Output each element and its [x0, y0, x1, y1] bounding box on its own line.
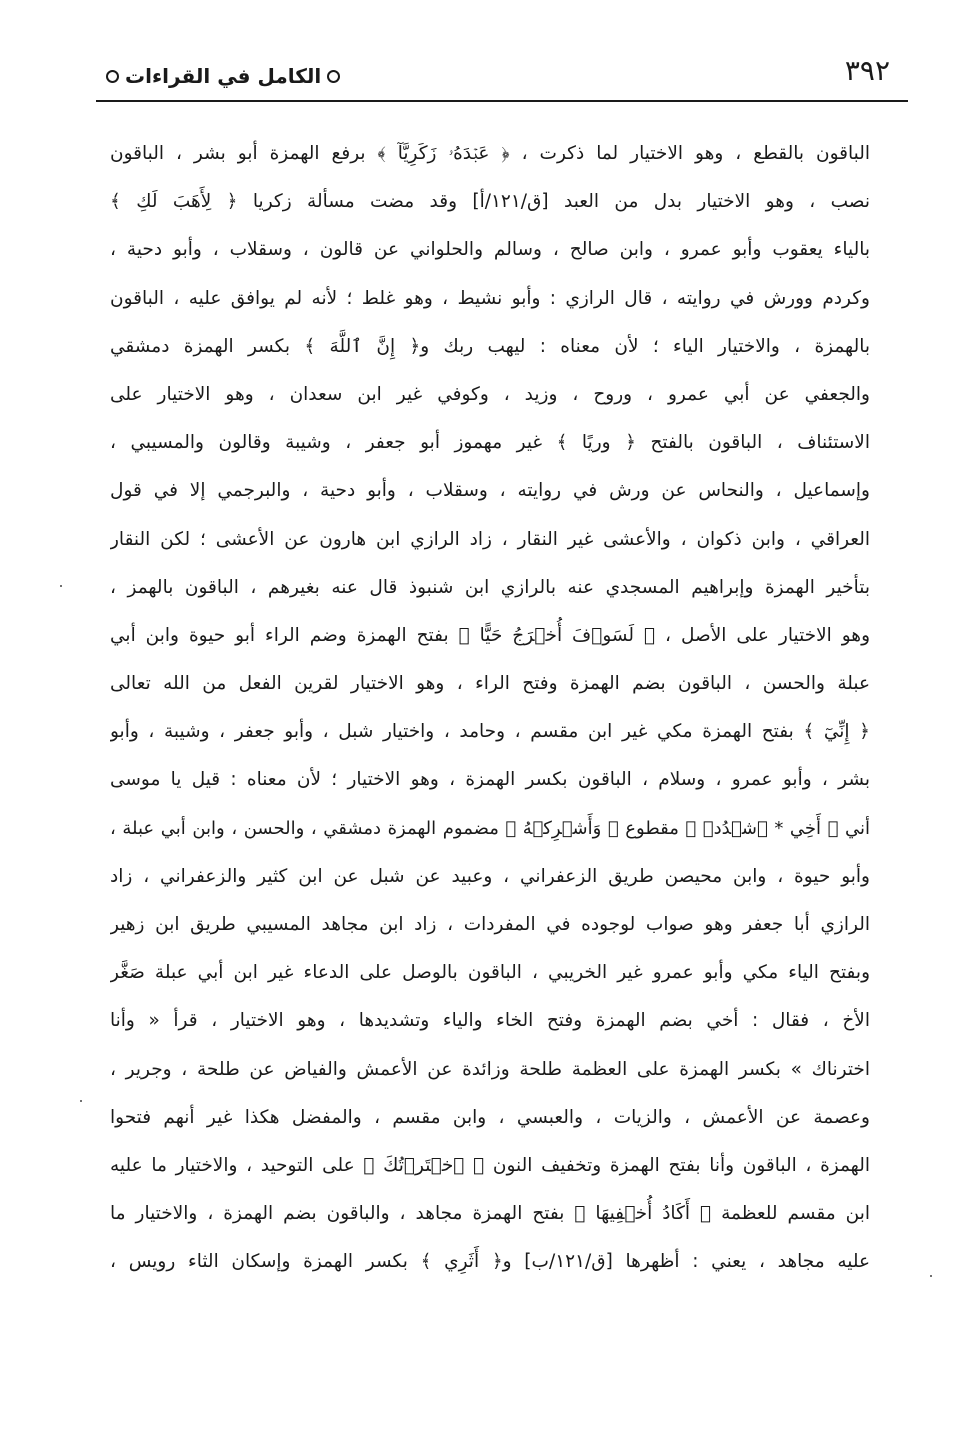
text-line: الاستئناف ، الباقون بالفتح ﴿ وريًا ﴾ غير مهموز أبو جعفر ، وشيبة وقالون والمسيبي ، — [110, 432, 870, 454]
ornament-ring-icon — [327, 70, 340, 83]
scan-speck — [930, 1275, 932, 1277]
running-header — [96, 50, 890, 90]
text-line: بتأخير الهمزة وإبراهيم المسجدي عنه بالرازي ابن شنبوذ قال عنه بغيرهم ، الباقون بالهمز ، — [110, 576, 870, 598]
text-line: وإسماعيل ، والنحاس عن ورش في روايته ، وسقلاب ، وأبو دحية ، والبرجمي إلا في قول — [110, 480, 870, 502]
text-line: الرازي أبا جعفر وهو صواب لوجوده في المفردات ، زاد ابن مجاهد المسيبي طريق ابن زهير — [110, 914, 870, 935]
scan-speck — [60, 585, 62, 587]
text-line: ابن مقسم للعظمة ﴿ أَكَادُ أُخۡفِيهَا ﴾ بفتح الهمزة مجاهد ، والباقون بضم الهمزة ، والاختيار ما — [110, 1203, 870, 1225]
scan-speck — [80, 1100, 82, 1102]
text-line: عبلة والحسن ، الباقون بضم الهمزة وفتح الراء ، وهو الاختيار لقرين الفعل من الله تعالى — [110, 673, 870, 695]
text-line: بالياء يعقوب وأبو عمرو ، وابن صالح ، وسالم والحلواني عن قالون ، وسقلاب ، وأبو دحية ، — [110, 239, 870, 261]
text-line: بشر ، وأبو عمرو ، وسلام ، الباقون بكسر الهمزة ، وهو الاختيار ؛ لأن معناه : قيل يا موسى — [110, 769, 870, 791]
text-line: بالهمزة ، والاختيار الياء ؛ لأن معناه : ليهب ربك و﴿ إِنَّ ٱللَّهَ ﴾ بكسر الهمزة دمشقي — [110, 335, 870, 357]
text-line: الأخ ، فقال : أخي بضم الهمزة وفتح الخاء والياء وتشديدها ، وهو الاختيار ، قرأ « وأنا — [110, 1010, 870, 1032]
header-divider — [96, 100, 908, 102]
text-line: وعصمة عن الأعمش ، والزيات ، والعبسي ، وابن مقسم ، والمفضل هكذا غير أنهم فتحوا — [110, 1106, 870, 1128]
text-line: الباقون بالقطع ، وهو الاختيار لما ذكرت ، ﴿ عَبۡدَهُۥ زَكَرِيَّآ ﴾ برفع الهمزة أبو بشر ، الباقون — [110, 143, 870, 164]
text-line: ﴿ إِنِّيٓ ﴾ بفتح الهمزة مكي غير ابن مقسم ، وحامد ، واختيار شبل ، وأبو جعفر ، وشيبة ، وأبو — [110, 721, 870, 743]
text-line: الهمزة ، الباقون وأنا بفتح الهمزة وتخفيف النون ﴿ ٱخۡتَرۡتُكَ ﴾ على التوحيد ، والاختيار ما عليه — [110, 1154, 870, 1176]
book-title — [106, 64, 340, 88]
text-line: العراقي ، وابن ذكوان ، والأعشى غير النقار ، زاد الرازي ابن هارون عن الأعشى ؛ لكن النقار — [110, 528, 870, 550]
text-line: وكردم وورش في روايته ، قال الرازي : وأبو نشيط ، وهو غلط ؛ لأنه لم يوافق عليه ، الباقون — [110, 287, 870, 309]
book-title-text: الكامل في القراءات — [125, 64, 322, 88]
ornament-ring-icon — [106, 70, 119, 83]
text-line: عليه مجاهد ، يعني : أظهرها [ق/١٢١/ب] و﴿ أَثَرِي ﴾ بكسر الهمزة وإسكان الثاء رويس ، — [110, 1251, 870, 1273]
text-line: وهو الاختيار على الأصل ، ﴿ لَسَوۡفَ أُخۡرَجُ حَيًّا ﴾ بفتح الهمزة وضم الراء أبو حيوة وابن أبي — [110, 624, 870, 646]
text-line: وأبو حيوة ، وابن محيصن طريق الزعفراني ، وعبيد عن شبل عن ابن كثير والزعفراني ، زاد — [110, 865, 870, 887]
text-line: وبفتح الياء مكي وأبو عمرو غير الخريبي ، الباقون بالوصل على الدعاء غير ابن أبي عبلة صَغَّر — [110, 962, 870, 984]
text-line: اخترناك » بكسر الهمزة على العظمة طلحة وزائدة عن الأعمش والفياض عن طلحة ، وجرير ، — [110, 1058, 870, 1080]
text-line: والجعفي عن أبي عمرو ، وروح ، وزيد ، وكوفي غير ابن سعدان ، وهو الاختيار على — [110, 383, 870, 405]
page-number: ٣٩٢ — [844, 54, 890, 87]
text-line: أني ﴿ أَخِي * ٱشۡدُدۡ ﴾ مقطوع ﴿ وَأَشۡرِكۡهُ ﴾ مضموم الهمزة دمشقي ، والحسن ، وابن أبي عبلة ، — [110, 817, 870, 839]
text-line: نصب ، وهو الاختيار بدل من العبد [ق/١٢١/أ] وقد مضت مسألة زكريا ﴿ لِأَهَبَ لَكِ ﴾ — [110, 191, 870, 213]
body-text — [110, 130, 870, 1287]
